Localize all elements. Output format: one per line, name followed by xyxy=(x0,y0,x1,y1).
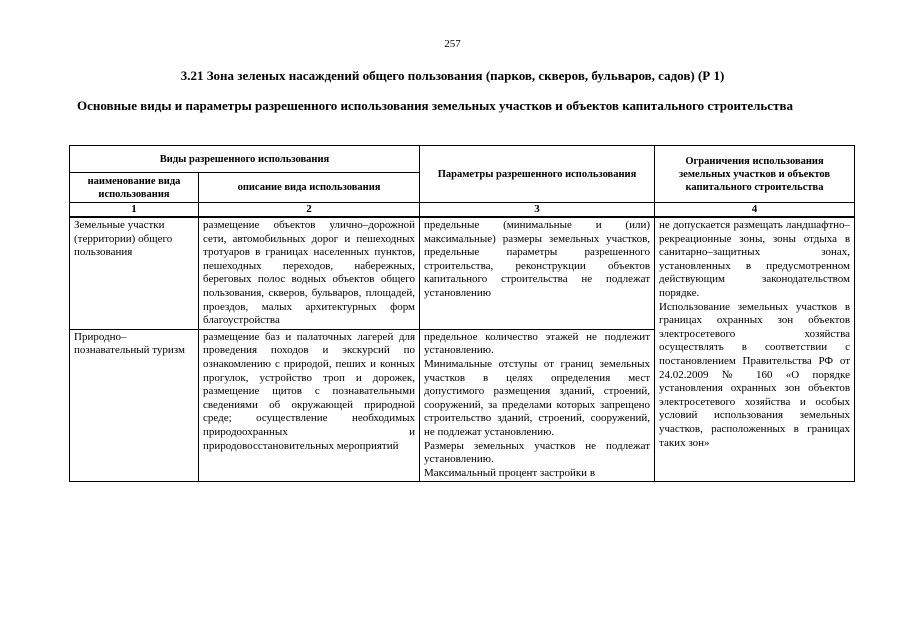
column-number: 2 xyxy=(199,203,420,218)
use-parameters: предельные (минимальные и (или) максимальные) размеры земельных участков, предельные параметры разрешенного строительства, реконструкции объектов капитального строительства не подлежат установлению xyxy=(420,217,655,329)
use-description: размещение объектов улично–дорожной сети, автомобильных дорог и пешеходных тротуаров в границах населенных пунктов, пешеходных переходов, набережных, береговых полос водных объектов общего пользования, скверов, бульваров, площадей, проездов, малых архитектурных форм благоустройства xyxy=(199,217,420,329)
column-number: 3 xyxy=(420,203,655,218)
use-name: Природно–познавательный туризм xyxy=(70,329,199,482)
page-number: 257 xyxy=(444,38,461,50)
use-description: размещение баз и палаточных лагерей для проведения походов и экскурсий по ознакомлению с природой, пеших и конных прогулок, устройство троп и дорожек, размещение щитов с познавательными сведениями об окружающей природной среде; осуществление необходимых природоохранных и природовосстановительных мероприятий xyxy=(199,329,420,482)
header-kinds-group: Виды разрешенного использования xyxy=(70,146,420,173)
header-parameters: Параметры разрешенного использования xyxy=(420,146,655,203)
header-restrictions: Ограничения использования земельных участков и объектов капитального строительства xyxy=(655,146,855,203)
use-name: Земельные участки (территории) общего пользования xyxy=(70,217,199,329)
section-title: 3.21 Зона зеленых насаждений общего пользования (парков, скверов, бульваров, садов) (Р 1) xyxy=(180,68,725,83)
header-name: наименование вида использования xyxy=(70,173,199,203)
header-row xyxy=(70,146,855,173)
header-description: описание вида использования xyxy=(199,173,420,203)
use-parameters: предельное количество этажей не подлежит установлению. Минимальные отступы от границ земельных участков в целях определения мест допустимого размещения зданий, строений, сооружений, за пределами которых запрещено строительство зданий, строений, сооружений, не подлежат установлению. Размеры земельных участков не подлежат установлению. Максимальный процент застройки в xyxy=(420,329,655,482)
column-number: 4 xyxy=(655,203,855,218)
use-restrictions: не допускается размещать ландшафтно–рекреационные зоны, зоны отдыха в санитарно–защитных зонах, установленных в предусмотренном действующим законодательством порядке. Использование земельных участков в границах охранных зон объектов электросетевого хозяйства осуществлять в соответствии с постановлением Правительства РФ от 24.02.2009 № 160 «О порядке установления охранных зон объектов электросетевого хозяйства и особых условий использования земельных участков, расположенных в границах таких зон» xyxy=(655,217,855,482)
permitted-use-table xyxy=(69,145,855,482)
subtitle: Основные виды и параметры разрешенного использования земельных участков и объектов капитального строительства xyxy=(77,98,793,113)
column-number: 1 xyxy=(70,203,199,218)
column-number-row xyxy=(70,203,855,218)
table-row xyxy=(70,217,855,329)
